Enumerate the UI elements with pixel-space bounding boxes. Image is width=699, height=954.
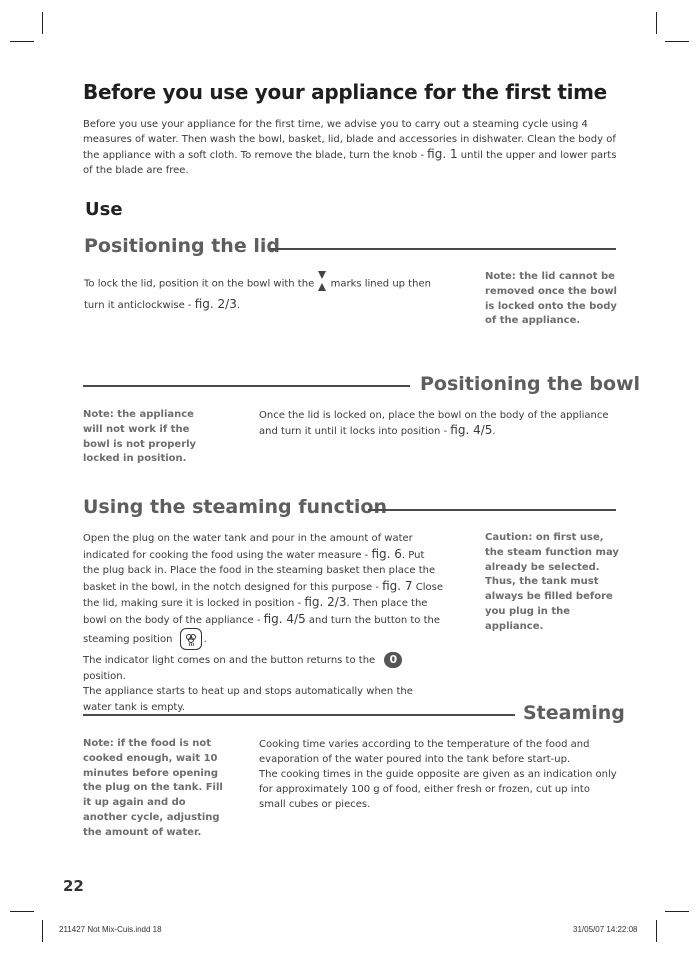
crop-mark <box>42 12 43 34</box>
steaming-text: . <box>203 634 207 645</box>
section-rule <box>270 248 616 250</box>
section-title-steaming-function: Using the steaming function <box>83 496 388 518</box>
page-title: Before you use your appliance for the first time <box>83 80 607 104</box>
steaming-function-paragraph <box>83 531 443 715</box>
intro-paragraph <box>83 117 618 178</box>
section-title-lid: Positioning the lid <box>84 235 280 257</box>
crop-mark <box>10 41 34 42</box>
section-rule <box>368 509 616 511</box>
fig-reference: fig. 2/3 <box>304 595 347 609</box>
steaming-paragraph <box>259 737 619 812</box>
crop-mark <box>665 41 689 42</box>
steaming-text: position. <box>83 670 126 682</box>
crop-mark <box>656 920 657 942</box>
fig-reference: fig. 1 <box>427 147 458 161</box>
crop-mark <box>656 12 657 34</box>
steaming-text: The cooking times in the guide opposite are given as an indication only for approximately 100 g of food, either fresh or frozen, cut up into small cubes or pieces. <box>259 769 617 810</box>
steaming-text: Close the lid, making sure it is locked in position - <box>83 581 443 609</box>
steaming-text: Open the plug on the water tank and pour in the amount of water indicated for cooking the food using the water measure - <box>83 533 413 561</box>
fig-reference: fig. 4/5 <box>263 611 306 626</box>
page-number: 22 <box>63 877 84 895</box>
crop-mark <box>665 911 689 912</box>
steaming-text: and turn the button to the steaming position <box>83 614 440 645</box>
section-rule <box>83 385 410 387</box>
lid-text: marks lined up then turn it anticlockwise - <box>84 278 431 311</box>
steaming-text: . Put the plug back in. Place the food in the steaming basket then place the basket in the bowl, in the notch designed for this purpose - <box>83 549 436 593</box>
use-heading: Use <box>85 199 123 220</box>
fig-reference: fig. 6 <box>371 546 402 561</box>
steaming-text: Cooking time varies according to the temperature of the food and evaporation of the water poured into the tank before start-up. <box>259 739 590 765</box>
crop-mark <box>10 911 34 912</box>
section-title-steaming: Steaming <box>523 702 625 724</box>
bowl-note: Note: the appliance will not work if the bowl is not properly locked in position. <box>83 409 197 465</box>
fig-reference: fig. 4/5 <box>450 423 493 437</box>
zero-position-icon: 0 <box>384 652 402 668</box>
section-rule <box>83 714 515 716</box>
bowl-text: Once the lid is locked on, place the bowl on the body of the appliance and turn it until it locks into position - <box>259 410 609 437</box>
fig-reference: fig. 7 <box>382 578 413 593</box>
steaming-text: The appliance starts to heat up and stops automatically when the water tank is empty. <box>83 686 413 713</box>
lid-text: To lock the lid, position it on the bowl with the <box>84 278 318 290</box>
caution-note: Caution: on first use, the steam function may already be selected. Thus, the tank must always be filled before you plug in the appliance. <box>485 532 619 632</box>
steaming-text: . Then place the bowl on the body of the appliance - <box>83 598 428 626</box>
lid-paragraph <box>84 270 434 313</box>
alignment-marks-icon <box>317 270 327 297</box>
footer-file-info: 211427 Not Mix-Cuis.indd 18 <box>59 925 162 934</box>
intro-text: until the upper and lower parts of the blade are free. <box>83 150 617 176</box>
bowl-paragraph <box>259 408 621 439</box>
crop-mark <box>42 920 43 942</box>
steam-position-icon <box>180 628 202 650</box>
lid-note: Note: the lid cannot be removed once the bowl is locked onto the body of the appliance. <box>485 271 617 327</box>
lid-text: . <box>236 300 241 311</box>
steaming-text: The indicator light comes on and the button returns to the <box>83 655 379 666</box>
section-title-bowl: Positioning the bowl <box>420 373 641 395</box>
intro-text: Before you use your appliance for the first time, we advise you to carry out a steaming cycle using 4 measures of water. Then wash the bowl, basket, lid, blade and accessories in dishwater. Clean the body of the appliance with a soft cloth. To remove the blade, turn the knob - <box>83 119 616 161</box>
steaming-note: Note: if the food is not cooked enough, wait 10 minutes before opening the plug on the tank. Fill it up again and do another cycle, adjusting the amount of water. <box>83 738 223 838</box>
footer-timestamp: 31/05/07 14:22:08 <box>573 925 638 934</box>
bowl-text: . <box>492 426 496 437</box>
fig-reference: fig. 2/3 <box>194 297 237 311</box>
